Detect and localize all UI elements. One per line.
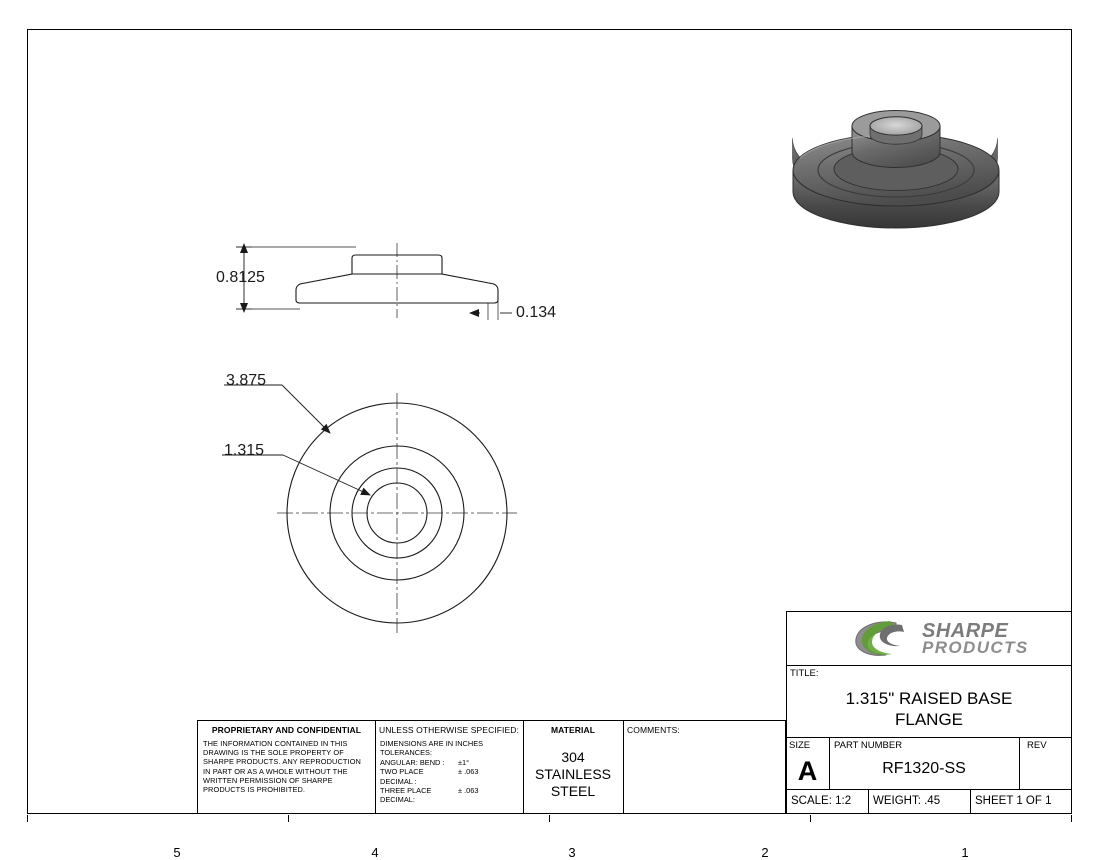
proprietary-title: PROPRIETARY AND CONFIDENTIAL	[211, 725, 362, 735]
part-title	[786, 666, 1072, 730]
size-cell	[786, 738, 829, 789]
sharpe-s-logo-icon	[846, 617, 916, 661]
tolerances-note: TOLERANCES:	[380, 748, 433, 758]
unless-specified-title: UNLESS OTHERWISE SPECIFIED:	[379, 725, 519, 735]
tolerance-key: THREE PLACE DECIMAL:	[380, 786, 432, 805]
material-line-1: 304	[561, 749, 585, 765]
tolerance-key: TWO PLACE DECIMAL :	[380, 767, 424, 786]
material-line-2: STAINLESS	[535, 766, 611, 782]
size-value: A	[797, 756, 818, 786]
zone-label-2: 2	[761, 845, 769, 860]
proprietary-column	[198, 721, 375, 813]
dim-outer-diameter-label: 3.875	[226, 372, 267, 389]
dim-inner-diameter-label: 1.315	[224, 442, 265, 459]
title-block-title-row	[786, 666, 1072, 738]
plan-view-centerlines	[277, 393, 517, 633]
zone-label-1: 1	[961, 845, 969, 860]
material-line-3: STEEL	[550, 783, 596, 799]
tolerance-row	[380, 786, 519, 805]
zone-marks	[27, 815, 1072, 860]
proprietary-body: THE INFORMATION CONTAINED IN THIS DRAWING IS THE SOLE PROPERTY OF SHARPE PRODUCTS. ANY REPRODUCTION IN PART OR AS A WHOLE WITHOUT THE WRITTEN PERMISSION OF SHARPE PRODUCTS IS PROHIBITED.	[203, 739, 361, 795]
dim-inner-diameter-leader	[222, 455, 370, 495]
rev-cell	[1019, 738, 1072, 789]
tolerance-value: ±1°	[458, 757, 470, 767]
notes-block	[197, 720, 786, 814]
weight-value: WEIGHT: .45	[873, 795, 941, 807]
comments-value	[623, 735, 787, 739]
title-label: TITLE:	[790, 668, 819, 679]
zone-label-4: 4	[371, 845, 379, 860]
tolerance-value: ± .063	[458, 767, 479, 777]
title-block-partnumber-row	[786, 738, 1072, 790]
tolerance-row	[380, 758, 519, 767]
title-block	[786, 611, 1072, 814]
dim-thickness-label: 0.8125	[216, 269, 265, 286]
sharpe-products-logo	[846, 617, 1056, 661]
comments-title: COMMENTS:	[627, 725, 680, 735]
logo-brand-line-1: SHARPE	[922, 620, 1009, 642]
scale-value: SCALE: 1:2	[791, 795, 852, 807]
zone-label-3: 3	[568, 845, 576, 860]
material-value	[523, 735, 623, 800]
isometric-view	[793, 111, 1000, 229]
material-title: MATERIAL	[550, 725, 596, 735]
size-label: SIZE	[789, 740, 811, 751]
tolerance-table	[375, 735, 523, 805]
title-block-logo-row	[786, 611, 1072, 666]
comments-column	[623, 721, 787, 813]
part-number-value: RF1320-SS	[882, 760, 966, 777]
tolerance-key: ANGULAR: BEND :	[380, 757, 445, 767]
part-number-label: PART NUMBER	[834, 740, 903, 751]
tolerances-column	[375, 721, 523, 813]
material-column	[523, 721, 623, 813]
part-number-cell	[829, 738, 1019, 789]
rev-label: REV	[1027, 740, 1047, 751]
dim-outer-diameter-leader	[224, 385, 330, 433]
sheet-value: SHEET 1 OF 1	[975, 795, 1052, 807]
logo-brand-line-2: PRODUCTS	[922, 638, 1029, 657]
part-title-line-2: FLANGE	[894, 710, 964, 729]
title-block-scale-row	[786, 790, 1072, 814]
tolerance-row	[380, 767, 519, 786]
zone-label-5: 5	[173, 845, 181, 860]
dimension-units-note: DIMENSIONS ARE IN INCHES	[380, 739, 484, 748]
part-title-line-1: 1.315" RAISED BASE	[845, 689, 1013, 708]
tolerance-value: ± .063	[458, 786, 479, 796]
dim-step-label: 0.134	[516, 304, 557, 321]
